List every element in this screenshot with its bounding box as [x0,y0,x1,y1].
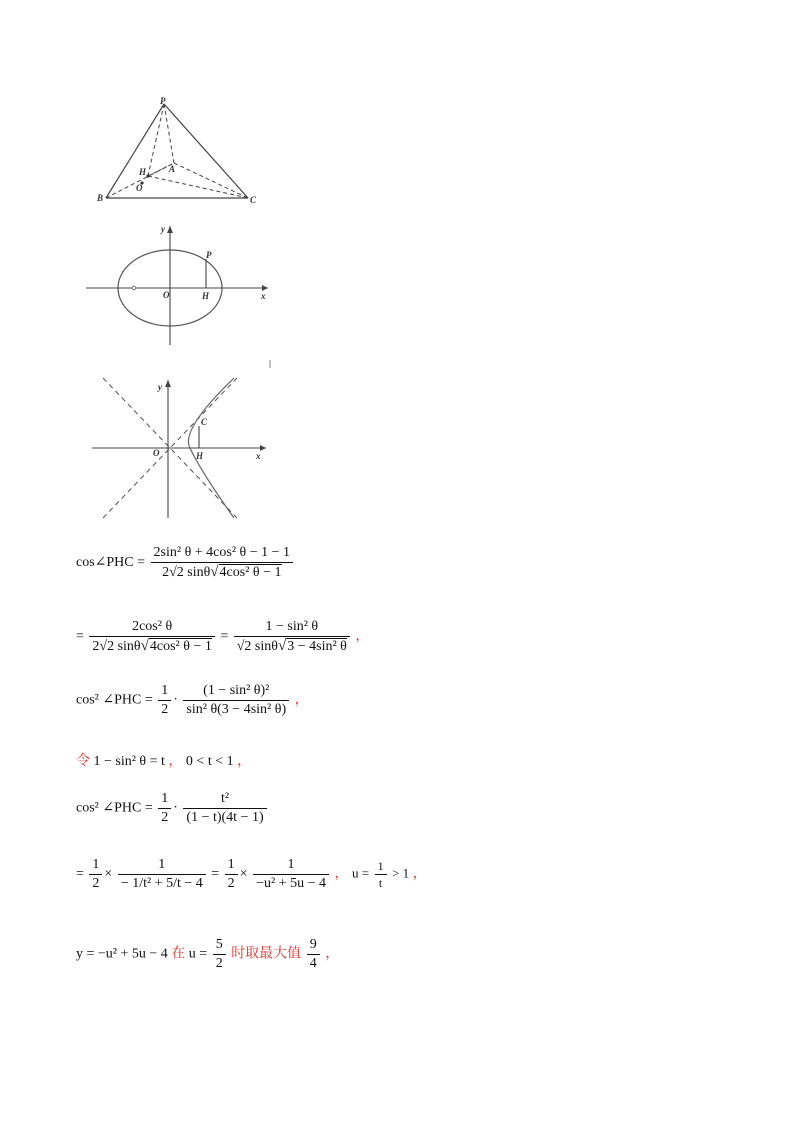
line2-fraction-1: $\frac{\text{2cos² θ}}{\text{2√2 sinθ√4cos² θ − 1}}$ [89,620,214,654]
ellipse-figure [86,224,268,345]
line1-denominator: 2√2 sinθ√4cos² θ − 1 [162,564,282,580]
pyramid-label-b: B [97,193,104,203]
formula-line-4: 令 1 − sin² θ = t ， 0 < t < 1 ， [76,753,252,769]
line2-fraction-2: $\frac{\text{1 − sin² θ}}{\text{√2 sinθ√3 − 4sin² θ}}$ [234,620,350,654]
line2-eq2: = [220,629,229,645]
formula-line-2 [76,620,369,654]
line3-half: $\frac{1}{2}$ [158,684,171,717]
hyperbola-label-o: O [153,448,160,458]
pyramid-label-o: O [136,183,143,193]
pyramid-label-c: C [250,195,257,205]
hyperbola-label-h: H [196,451,204,461]
hyperbola-label-y: y [158,382,162,392]
ellipse-label-o: O [163,290,170,300]
hyperbola-figure [92,360,270,518]
formula-line-5: cos² ∠PHC = $\frac{1}{2}$ · $\frac{\text{t²}}{(1 - t)(4t - 1)}$ [76,792,269,825]
line6-fraction-2: $\frac{1}{\text{−u² + 5u − 4}}$ [253,858,329,891]
pyramid-label-p: P [160,96,166,106]
formula-line-3: cos² ∠PHC = $\frac{1}{2}$ · $\frac{\text{(1 − sin² θ)²}}{\text{sin² θ(3 − 4sin² θ)}}$ ， [76,683,309,717]
line1-fraction [151,546,294,580]
line1-lhs: cos∠PHC = [76,555,146,571]
line3-fraction: $\frac{\text{(1 − sin² θ)²}}{\text{sin² θ(3 − 4sin² θ)}}$ [183,684,289,717]
pyramid-label-h: H [139,167,147,177]
line6-fraction-1: $\frac{1}{\text{− 1/t² + 5/t − 4}}$ [118,858,206,891]
formula-line-6: = $\frac{1}{2}$ × $\frac{1}{\text{− 1/t² + 5/t − 4}}$ = $\frac{1}{2}$ × $\frac{1}{\text{−u² + 5u − 4}}$ ， u = $\frac{1}{t}$ > 1 ， [76,857,427,891]
line2-comma: ， [355,629,370,645]
ellipse-label-p: P [206,250,212,260]
pyramid-figure [96,96,257,205]
line4-ling: 令 [76,753,90,769]
hyperbola-label-x: x [256,451,261,461]
hyperbola-label-c: C [201,417,208,427]
pyramid-label-a: A [169,164,176,174]
ellipse-label-x: x [261,291,266,301]
formula-line-7: y = −u² + 5u − 4 在 u = $\frac{5}{2}$ 时取最大值 $\frac{9}{4}$ ， [76,937,340,971]
line3-comma: ， [294,692,309,708]
ellipse-label-h: H [202,291,210,301]
figures-canvas [0,0,800,530]
line2-eq: = [76,629,84,645]
ellipse-label-y: y [161,224,165,234]
line5-fraction: $\frac{\text{t²}}{(1 - t)(4t - 1)}$ [183,792,266,825]
line5-half: $\frac{1}{2}$ [158,792,171,825]
line1-numerator: 2sin² θ + 4cos² θ − 1 − 1 [151,546,294,563]
formula-line-1 [76,546,295,580]
